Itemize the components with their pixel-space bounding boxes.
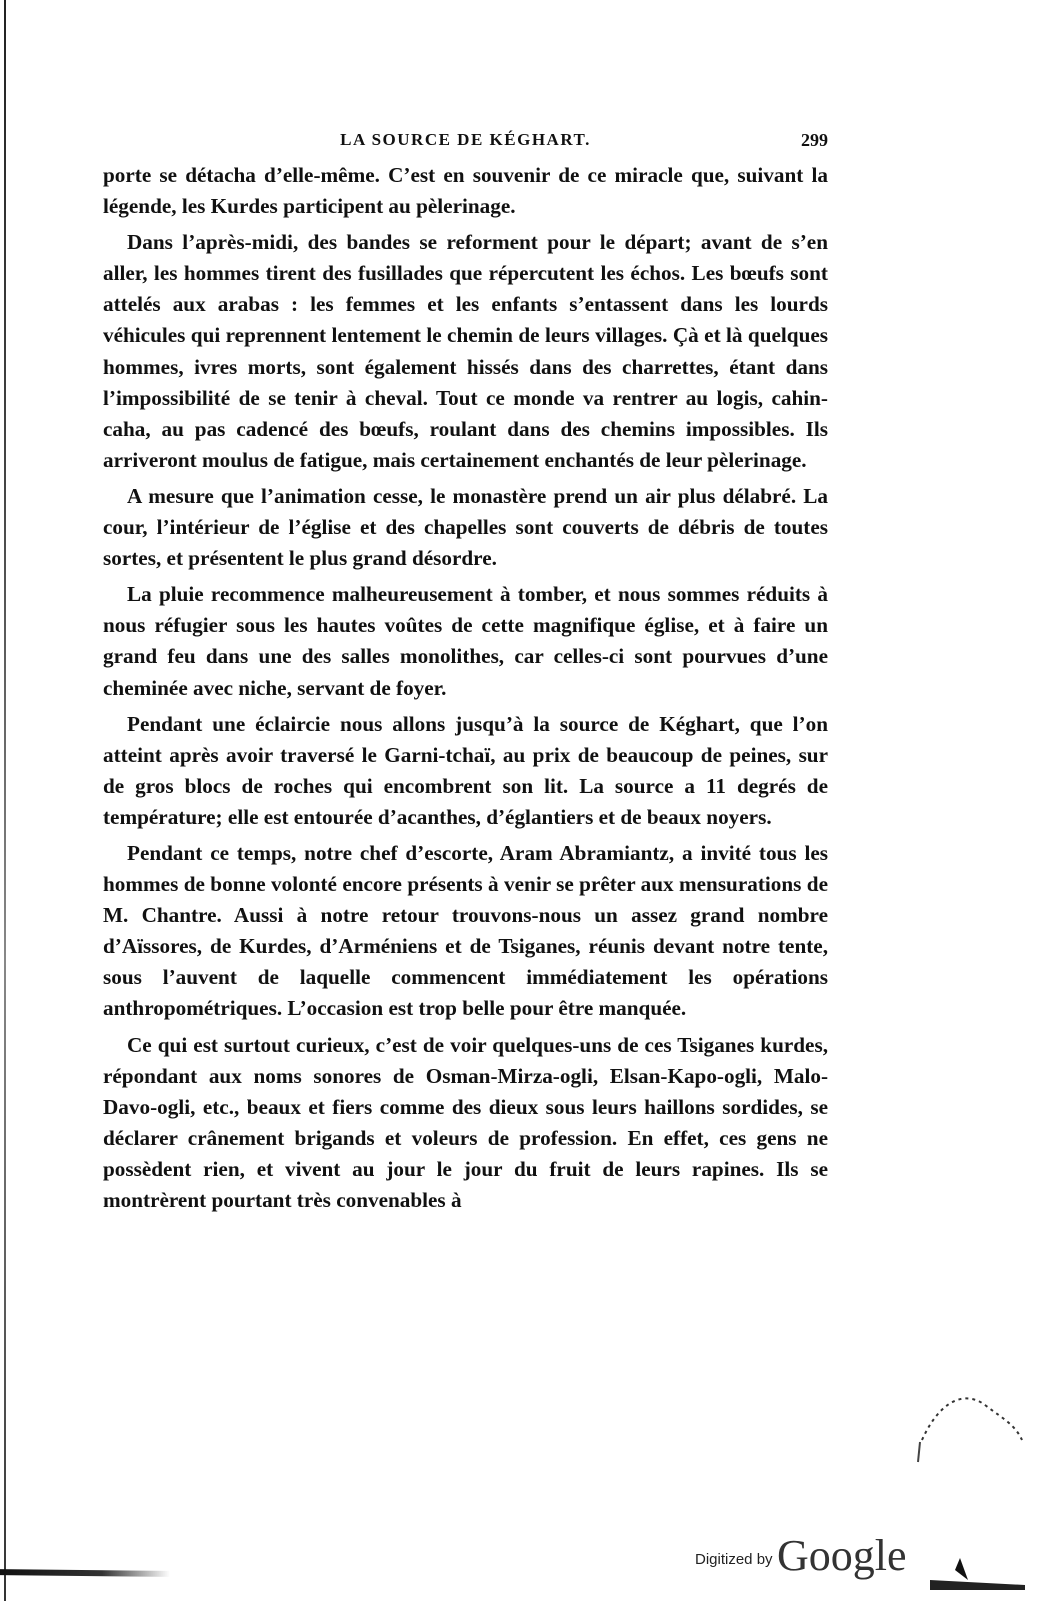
page-number: 299 [801, 130, 828, 150]
paragraph: Pendant ce temps, notre chef d’escorte, Aram Abramiantz, a invité tous les hommes de bonne volonté encore présents à venir se prêter aux mensurations de M. Chantre. Aussi à notre retour trouvons-nous un assez grand nombre d’Aïssores, de Kurdes, d’Arméniens et de Tsiganes, réunis devant notre tente, sous l’auvent de laquelle commencent immédiatement les opérations anthropométriques. L’occasion est trop belle pour être manquée. [103, 840, 828, 1021]
book-page [103, 122, 828, 1221]
body-text [103, 160, 828, 1216]
paragraph: La pluie recommence malheureusement à tomber, et nous sommes réduits à nous réfugier sous les hautes voûtes de cette magnifique église, et à faire un grand feu dans une des salles monolithes, car celles-ci sont pourvues d’une cheminée avec niche, servant de foyer. [103, 582, 828, 700]
running-title: LA SOURCE DE KÉGHART. [340, 130, 591, 149]
google-logo: Google [777, 1531, 907, 1580]
digitized-by-label: Digitized by [695, 1551, 773, 1568]
running-head [103, 122, 828, 160]
paragraph: Pendant une éclaircie nous allons jusqu’à la source de Kéghart, que l’on atteint après avoir traversé le Garni-tchaï, au prix de beaucoup de peines, sur de gros blocs de roches qui encombrent son lit. La source a 11 degrés de température; elle est entourée d’acanthes, d’églantiers et de beaux noyers. [103, 711, 828, 829]
paragraph: porte se détacha d’elle-même. C’est en souvenir de ce miracle que, suivant la légende, les Kurdes participent au pèlerinage. [103, 163, 828, 219]
scan-edge-bottom [0, 1569, 170, 1577]
digitized-by-watermark [695, 1530, 907, 1581]
scan-edge-left [4, 0, 6, 1601]
page-curl-mark [910, 1380, 1030, 1590]
paragraph: Ce qui est surtout curieux, c’est de voir quelques-uns de ces Tsiganes kurdes, répondant aux noms sonores de Osman-Mirza-ogli, Elsan-Kapo-ogli, Malo-Davo-ogli, etc., beaux et fiers comme des dieux sous leurs haillons sordides, se déclarer crânement brigands et voleurs de profession. En effet, ces gens ne possèdent rien, et vivent au jour le jour du fruit de leurs rapines. Ils se montrèrent pourtant très convenables à [103, 1032, 828, 1212]
paragraph: Dans l’après-midi, des bandes se reforment pour le départ; avant de s’en aller, les hommes tirent des fusillades que répercutent les échos. Les bœufs sont attelés aux arabas : les femmes et les enfants s’entassent dans les lourds véhicules qui reprennent lentement le chemin de leurs villages. Çà et là quelques hommes, ivres morts, sont également hissés dans des charrettes, étant dans l’impossibilité de se tenir à cheval. Tout ce monde va rentrer au logis, cahin-caha, au pas cadencé des bœufs, roulant dans des chemins impossibles. Ils arriveront moulus de fatigue, mais certainement enchantés de leur pèlerinage. [103, 230, 828, 472]
paragraph: A mesure que l’animation cesse, le monastère prend un air plus délabré. La cour, l’intérieur de l’église et des chapelles sont couverts de débris de toutes sortes, et présentent le plus grand désordre. [103, 483, 828, 571]
